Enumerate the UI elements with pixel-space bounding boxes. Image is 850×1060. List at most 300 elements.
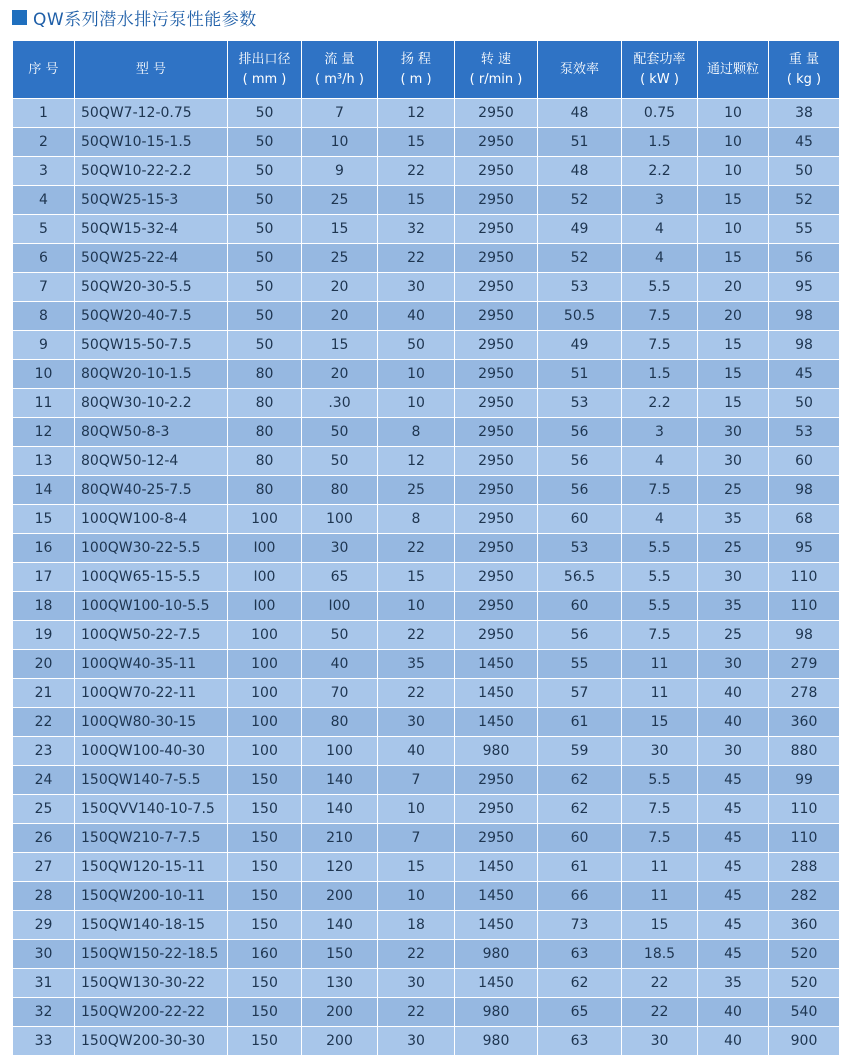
table-cell: 50QW15-32-4 — [75, 215, 228, 244]
table-cell: 8 — [378, 505, 455, 534]
table-cell: I00 — [228, 592, 302, 621]
table-cell: 2950 — [455, 215, 538, 244]
table-cell: 25 — [698, 534, 769, 563]
table-cell: 5.5 — [622, 766, 698, 795]
title-square-icon — [12, 10, 27, 25]
table-cell: 2950 — [455, 273, 538, 302]
table-cell: 80 — [228, 360, 302, 389]
table-cell: 100QW30-22-5.5 — [75, 534, 228, 563]
table-cell: 100QW65-15-5.5 — [75, 563, 228, 592]
table-cell: 25 — [698, 476, 769, 505]
table-cell: 3 — [622, 186, 698, 215]
table-cell: 80 — [228, 447, 302, 476]
table-cell: 8 — [13, 302, 75, 331]
table-cell: 10 — [378, 360, 455, 389]
table-cell: 20 — [13, 650, 75, 679]
table-cell: 18.5 — [622, 940, 698, 969]
table-cell: 80 — [302, 476, 378, 505]
table-cell: 150QW200-22-22 — [75, 998, 228, 1027]
table-cell: 15 — [378, 853, 455, 882]
table-cell: 62 — [538, 766, 622, 795]
table-cell: 23 — [13, 737, 75, 766]
table-cell: 50 — [228, 273, 302, 302]
table-cell: 18 — [13, 592, 75, 621]
table-cell: 21 — [13, 679, 75, 708]
table-cell: 45 — [698, 824, 769, 853]
table-cell: 40 — [698, 679, 769, 708]
table-cell: 100 — [228, 679, 302, 708]
table-cell: 22 — [378, 157, 455, 186]
table-cell: 30 — [698, 563, 769, 592]
table-cell: 20 — [302, 360, 378, 389]
table-cell: 45 — [698, 882, 769, 911]
table-cell: 68 — [769, 505, 840, 534]
table-cell: 1450 — [455, 882, 538, 911]
table-row — [13, 766, 840, 795]
table-cell: 56.5 — [538, 563, 622, 592]
table-cell: 2950 — [455, 99, 538, 128]
table-cell: 110 — [769, 795, 840, 824]
table-row — [13, 215, 840, 244]
table-cell: 100QW100-8-4 — [75, 505, 228, 534]
table-cell: 7.5 — [622, 302, 698, 331]
table-cell: 30 — [698, 447, 769, 476]
table-cell: 53 — [769, 418, 840, 447]
table-row — [13, 882, 840, 911]
table-cell: 7.5 — [622, 331, 698, 360]
table-cell: 7 — [378, 824, 455, 853]
table-row — [13, 911, 840, 940]
table-cell: 10 — [698, 99, 769, 128]
table-cell: 50 — [302, 447, 378, 476]
table-cell: 30 — [622, 1027, 698, 1056]
table-cell: 100QW40-35-11 — [75, 650, 228, 679]
table-cell: 7.5 — [622, 795, 698, 824]
table-row — [13, 157, 840, 186]
table-cell: 2.2 — [622, 157, 698, 186]
table-cell: I00 — [228, 563, 302, 592]
column-header-unit: ( r/min ) — [469, 71, 523, 87]
table-cell: 35 — [698, 505, 769, 534]
table-cell: 22 — [378, 679, 455, 708]
table-cell: 30 — [378, 1027, 455, 1056]
table-cell: 2950 — [455, 186, 538, 215]
table-cell: 61 — [538, 708, 622, 737]
table-cell: .30 — [302, 389, 378, 418]
table-cell: 15 — [302, 215, 378, 244]
column-header — [769, 41, 840, 99]
table-cell: 8 — [378, 418, 455, 447]
table-cell: 140 — [302, 911, 378, 940]
table-cell: 10 — [302, 128, 378, 157]
table-cell: 150QW130-30-22 — [75, 969, 228, 998]
column-header-unit: ( mm ) — [242, 71, 287, 87]
table-cell: 56 — [538, 621, 622, 650]
table-cell: 5.5 — [622, 534, 698, 563]
table-cell: 150QW200-30-30 — [75, 1027, 228, 1056]
table-cell: 73 — [538, 911, 622, 940]
table-cell: 4 — [622, 244, 698, 273]
table-cell: 50QW25-15-3 — [75, 186, 228, 215]
column-header-unit: ( kg ) — [786, 71, 822, 87]
table-cell: 50 — [228, 128, 302, 157]
table-row — [13, 389, 840, 418]
table-cell: 25 — [13, 795, 75, 824]
column-header-label: 扬 程 — [400, 51, 432, 67]
table-cell: 35 — [698, 969, 769, 998]
table-cell: 35 — [698, 592, 769, 621]
table-cell: 12 — [378, 447, 455, 476]
table-cell: 20 — [698, 302, 769, 331]
table-cell: 200 — [302, 998, 378, 1027]
table-cell: 22 — [378, 998, 455, 1027]
table-cell: 50QW10-15-1.5 — [75, 128, 228, 157]
table-cell: 10 — [698, 215, 769, 244]
table-cell: 100 — [228, 505, 302, 534]
table-cell: 100 — [228, 650, 302, 679]
table-cell: 63 — [538, 1027, 622, 1056]
table-cell: 80QW20-10-1.5 — [75, 360, 228, 389]
table-cell: 59 — [538, 737, 622, 766]
table-cell: 40 — [378, 737, 455, 766]
table-cell: 98 — [769, 476, 840, 505]
table-cell: 56 — [769, 244, 840, 273]
table-cell: 33 — [13, 1027, 75, 1056]
table-cell: 1450 — [455, 969, 538, 998]
table-cell: 50QW15-50-7.5 — [75, 331, 228, 360]
table-cell: 1450 — [455, 853, 538, 882]
table-cell: 2950 — [455, 563, 538, 592]
table-cell: 0.75 — [622, 99, 698, 128]
table-cell: 40 — [378, 302, 455, 331]
column-header — [75, 41, 228, 99]
table-row — [13, 244, 840, 273]
table-cell: 80QW50-8-3 — [75, 418, 228, 447]
table-cell: 14 — [13, 476, 75, 505]
table-cell: 50 — [378, 331, 455, 360]
table-cell: 150 — [228, 853, 302, 882]
column-header-label: 排出口径 — [238, 51, 291, 67]
table-cell: 15 — [378, 186, 455, 215]
table-row — [13, 969, 840, 998]
table-cell: 100 — [228, 708, 302, 737]
table-cell: 150 — [228, 998, 302, 1027]
table-cell: 980 — [455, 1027, 538, 1056]
column-header-label: 型 号 — [135, 61, 167, 77]
table-cell: 2950 — [455, 824, 538, 853]
table-cell: 30 — [13, 940, 75, 969]
table-cell: 30 — [698, 650, 769, 679]
table-cell: 360 — [769, 708, 840, 737]
table-row — [13, 679, 840, 708]
table-cell: 4 — [622, 215, 698, 244]
table-cell: 140 — [302, 766, 378, 795]
column-header-label: 转 速 — [480, 51, 512, 67]
table-cell: 100QW100-40-30 — [75, 737, 228, 766]
table-cell: 210 — [302, 824, 378, 853]
table-row — [13, 592, 840, 621]
table-cell: 30 — [302, 534, 378, 563]
table-cell: 150 — [228, 1027, 302, 1056]
table-cell: 1450 — [455, 650, 538, 679]
table-cell: 35 — [378, 650, 455, 679]
table-cell: 50 — [228, 331, 302, 360]
table-cell: 2950 — [455, 476, 538, 505]
table-cell: 110 — [769, 824, 840, 853]
table-cell: 40 — [698, 708, 769, 737]
table-cell: 52 — [769, 186, 840, 215]
table-cell: 22 — [378, 534, 455, 563]
table-cell: 980 — [455, 940, 538, 969]
column-header — [378, 41, 455, 99]
table-cell: 2.2 — [622, 389, 698, 418]
table-cell: 15 — [698, 186, 769, 215]
table-cell: 50QW25-22-4 — [75, 244, 228, 273]
table-cell: 150 — [302, 940, 378, 969]
table-cell: 53 — [538, 534, 622, 563]
table-cell: 65 — [538, 998, 622, 1027]
table-row — [13, 128, 840, 157]
table-cell: 22 — [378, 244, 455, 273]
table-cell: 15 — [698, 244, 769, 273]
table-cell: 10 — [13, 360, 75, 389]
table-cell: 16 — [13, 534, 75, 563]
table-cell: 50 — [228, 186, 302, 215]
table-cell: 100QW100-10-5.5 — [75, 592, 228, 621]
table-cell: 15 — [378, 563, 455, 592]
table-cell: 95 — [769, 273, 840, 302]
table-cell: 100 — [228, 737, 302, 766]
table-cell: 65 — [302, 563, 378, 592]
table-cell: 80QW50-12-4 — [75, 447, 228, 476]
table-cell: 5 — [13, 215, 75, 244]
title-bar — [12, 6, 257, 28]
table-cell: 50QW10-22-2.2 — [75, 157, 228, 186]
table-row — [13, 476, 840, 505]
table-row — [13, 273, 840, 302]
column-header — [455, 41, 538, 99]
table-cell: 140 — [302, 795, 378, 824]
table-cell: 50QW7-12-0.75 — [75, 99, 228, 128]
table-cell: 7.5 — [622, 824, 698, 853]
table-cell: 2950 — [455, 447, 538, 476]
table-row — [13, 795, 840, 824]
table-cell: 7 — [13, 273, 75, 302]
table-cell: 51 — [538, 128, 622, 157]
table-row — [13, 418, 840, 447]
table-cell: 2950 — [455, 505, 538, 534]
table-cell: 150QW210-7-7.5 — [75, 824, 228, 853]
table-cell: 99 — [769, 766, 840, 795]
table-cell: 150 — [228, 766, 302, 795]
table-cell: 50.5 — [538, 302, 622, 331]
table-cell: 150QVV140-10-7.5 — [75, 795, 228, 824]
table-cell: 2950 — [455, 418, 538, 447]
table-cell: 45 — [698, 853, 769, 882]
table-cell: 30 — [378, 708, 455, 737]
table-row — [13, 708, 840, 737]
table-cell: 55 — [769, 215, 840, 244]
table-cell: 24 — [13, 766, 75, 795]
table-cell: 25 — [378, 476, 455, 505]
spec-table-wrapper — [12, 40, 839, 1056]
table-cell: 50 — [228, 244, 302, 273]
table-cell: 5.5 — [622, 563, 698, 592]
table-cell: 98 — [769, 621, 840, 650]
table-cell: 980 — [455, 737, 538, 766]
spec-table — [12, 40, 840, 1056]
table-cell: 70 — [302, 679, 378, 708]
table-row — [13, 853, 840, 882]
table-cell: 49 — [538, 215, 622, 244]
table-cell: 150QW150-22-18.5 — [75, 940, 228, 969]
table-cell: 80 — [228, 418, 302, 447]
table-cell: 56 — [538, 447, 622, 476]
table-cell: 32 — [13, 998, 75, 1027]
table-cell: 30 — [378, 273, 455, 302]
table-row — [13, 447, 840, 476]
column-header — [538, 41, 622, 99]
table-cell: 150QW140-7-5.5 — [75, 766, 228, 795]
table-cell: 200 — [302, 882, 378, 911]
table-cell: 540 — [769, 998, 840, 1027]
table-cell: 57 — [538, 679, 622, 708]
table-cell: 11 — [622, 882, 698, 911]
table-cell: 56 — [538, 476, 622, 505]
table-cell: 288 — [769, 853, 840, 882]
table-row — [13, 331, 840, 360]
table-row — [13, 824, 840, 853]
table-cell: 2950 — [455, 128, 538, 157]
table-cell: 1450 — [455, 911, 538, 940]
table-cell: 40 — [698, 1027, 769, 1056]
table-cell: 7 — [302, 99, 378, 128]
table-cell: 150 — [228, 795, 302, 824]
table-cell: 53 — [538, 389, 622, 418]
table-cell: 2950 — [455, 157, 538, 186]
table-row — [13, 737, 840, 766]
table-cell: 130 — [302, 969, 378, 998]
table-cell: 7 — [378, 766, 455, 795]
table-row — [13, 360, 840, 389]
table-cell: 98 — [769, 331, 840, 360]
column-header-unit: ( m³/h ) — [315, 71, 364, 87]
table-cell: 50 — [769, 157, 840, 186]
table-cell: 50 — [228, 99, 302, 128]
table-cell: 50 — [769, 389, 840, 418]
table-cell: 6 — [13, 244, 75, 273]
table-cell: 50QW20-40-7.5 — [75, 302, 228, 331]
table-cell: 30 — [698, 737, 769, 766]
table-cell: 80QW30-10-2.2 — [75, 389, 228, 418]
table-cell: 20 — [302, 273, 378, 302]
table-cell: 48 — [538, 99, 622, 128]
table-cell: 22 — [378, 621, 455, 650]
table-cell: 100QW80-30-15 — [75, 708, 228, 737]
table-cell: 38 — [769, 99, 840, 128]
table-cell: 15 — [13, 505, 75, 534]
table-cell: 279 — [769, 650, 840, 679]
table-row — [13, 998, 840, 1027]
table-cell: 22 — [378, 940, 455, 969]
table-row — [13, 534, 840, 563]
table-cell: 80QW40-25-7.5 — [75, 476, 228, 505]
table-cell: 61 — [538, 853, 622, 882]
table-cell: 1.5 — [622, 128, 698, 157]
table-cell: 10 — [378, 882, 455, 911]
table-cell: 66 — [538, 882, 622, 911]
table-cell: 60 — [538, 505, 622, 534]
table-cell: 10 — [378, 592, 455, 621]
table-cell: 2950 — [455, 592, 538, 621]
table-cell: 100QW70-22-11 — [75, 679, 228, 708]
column-header — [302, 41, 378, 99]
table-cell: 98 — [769, 302, 840, 331]
table-cell: 12 — [378, 99, 455, 128]
table-cell: 7.5 — [622, 621, 698, 650]
column-header-label: 泵效率 — [559, 61, 599, 77]
table-cell: 150QW200-10-11 — [75, 882, 228, 911]
table-cell: 2 — [13, 128, 75, 157]
table-cell: 160 — [228, 940, 302, 969]
column-header-label: 流 量 — [324, 51, 355, 67]
table-cell: 45 — [769, 360, 840, 389]
table-cell: 20 — [698, 273, 769, 302]
table-cell: 100 — [302, 505, 378, 534]
table-cell: 27 — [13, 853, 75, 882]
table-cell: 40 — [698, 998, 769, 1027]
table-cell: 900 — [769, 1027, 840, 1056]
table-cell: 80 — [228, 389, 302, 418]
table-cell: 2950 — [455, 302, 538, 331]
table-cell: 5.5 — [622, 273, 698, 302]
table-cell: 11 — [622, 650, 698, 679]
table-row — [13, 1027, 840, 1056]
table-cell: 150 — [228, 882, 302, 911]
table-cell: 62 — [538, 795, 622, 824]
table-cell: 60 — [538, 592, 622, 621]
table-cell: 45 — [698, 795, 769, 824]
table-cell: 520 — [769, 940, 840, 969]
table-cell: 20 — [302, 302, 378, 331]
table-cell: 45 — [769, 128, 840, 157]
table-cell: 45 — [698, 911, 769, 940]
table-cell: I00 — [228, 534, 302, 563]
table-cell: 150QW120-15-11 — [75, 853, 228, 882]
table-cell: 4 — [13, 186, 75, 215]
table-cell: 10 — [378, 389, 455, 418]
table-cell: 17 — [13, 563, 75, 592]
table-cell: 2950 — [455, 331, 538, 360]
table-cell: 50 — [228, 302, 302, 331]
table-cell: 50QW20-30-5.5 — [75, 273, 228, 302]
table-cell: 30 — [622, 737, 698, 766]
table-cell: 63 — [538, 940, 622, 969]
table-cell: 9 — [13, 331, 75, 360]
table-cell: 880 — [769, 737, 840, 766]
table-cell: 2950 — [455, 534, 538, 563]
column-header-label: 通过颗粒 — [706, 61, 759, 77]
table-cell: 19 — [13, 621, 75, 650]
table-cell: 13 — [13, 447, 75, 476]
table-cell: 110 — [769, 592, 840, 621]
table-cell: 45 — [698, 766, 769, 795]
table-cell: 28 — [13, 882, 75, 911]
table-cell: 1.5 — [622, 360, 698, 389]
table-cell: 52 — [538, 186, 622, 215]
table-cell: 200 — [302, 1027, 378, 1056]
table-cell: 100 — [228, 621, 302, 650]
